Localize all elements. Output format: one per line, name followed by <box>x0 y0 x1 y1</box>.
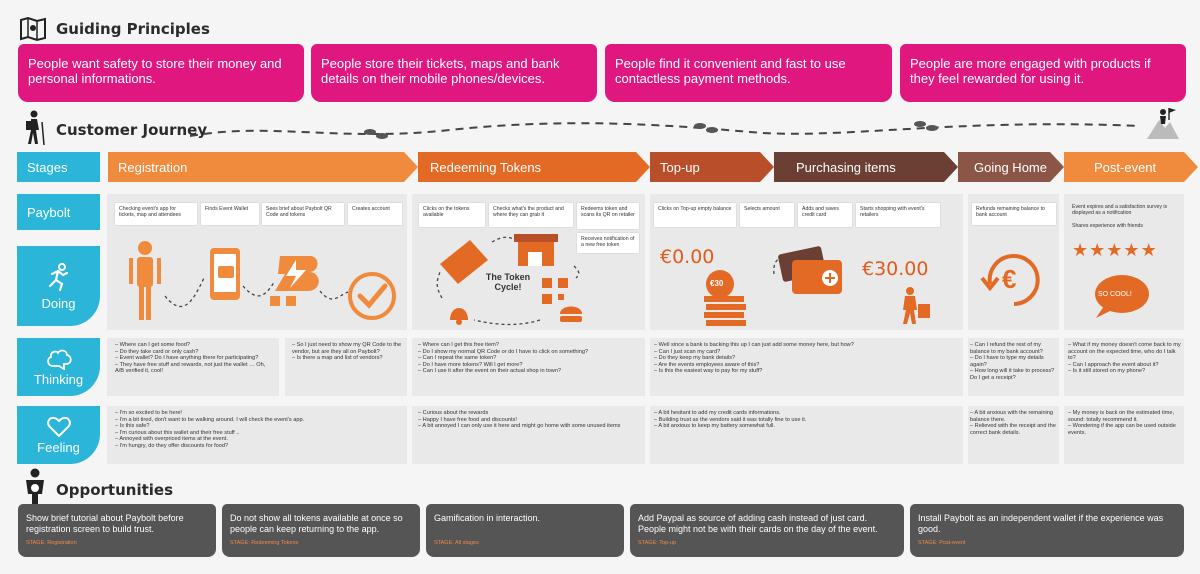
rating-stars <box>1072 240 1158 261</box>
star-icon: ★ <box>1072 240 1090 260</box>
thinking-text: – Where can I get this free item? – Do I show my normal QR Code or do I have to click on something? – Can I repeat the same token? – Do I have more tokens? Will I get more? – Can I use it after the event on their actual shop in town? <box>418 342 589 375</box>
opportunity-text: Show brief tutorial about Paybolt before registration screen to build trust. <box>26 513 184 534</box>
paybolt-card: Shares experience with friends <box>1072 223 1143 229</box>
map-icon <box>19 16 47 42</box>
opportunity-card <box>426 504 624 557</box>
opportunity-text: Add Paypal as source of adding cash instead of just card. People might not be with their cards on the day of the event. <box>638 513 878 534</box>
stage-purchasing-items: Purchasing items <box>774 152 944 182</box>
opportunity-card <box>630 504 904 557</box>
paybolt-card: Checks what's the product and where they can grab it <box>489 203 573 227</box>
thinking-text: – So I just need to show my QR Code to the vendor, but are they all on Paybolt? – Is there a map and list of vendors? <box>292 342 402 362</box>
customer-journey-title: Customer Journey <box>56 121 208 139</box>
row-label-thinking <box>17 338 100 396</box>
phone-wallet-icon <box>210 248 240 300</box>
paybolt-logo-icon <box>270 256 319 306</box>
paybolt-card: Clicks on the tokens available <box>419 203 485 227</box>
balance-full: €30.00 <box>862 258 929 280</box>
paybolt-card: Refunds remaining balance to bank account <box>972 203 1056 225</box>
paybolt-card: Creates account <box>348 203 402 225</box>
heart-icon <box>47 416 71 438</box>
checkmark-icon <box>350 274 394 318</box>
paybolt-card: Redeems token and scans its QR on retailer <box>577 203 639 229</box>
burger-icon <box>560 307 582 323</box>
journey-path <box>190 108 1150 148</box>
opportunity-text: Gamification in interaction. <box>434 513 541 523</box>
opportunity-stage: STAGE: Post-event <box>918 540 966 546</box>
paybolt-card: Selects amount <box>740 203 794 227</box>
person-icon <box>129 241 161 320</box>
row-label-feeling-text: Feeling <box>37 439 80 455</box>
coin-label: €30 <box>710 279 724 288</box>
opportunity-stage: STAGE: All stages <box>434 540 479 546</box>
paybolt-card: Clicks on Top-up empty balance <box>654 203 736 227</box>
stage-registration: Registration <box>108 152 404 182</box>
token-cycle-text: The Token Cycle! <box>485 272 531 292</box>
guiding-principles-title: Guiding Principles <box>56 20 210 38</box>
opportunity-stage: STAGE: Redeeming Tokens <box>230 540 299 546</box>
feeling-text: – A bit hesitant to add my credit cards informations. – Building trust as the vendors said it was totally fine to use it. – A bit anxious to keep my battery somewhat full. <box>654 410 807 430</box>
opportunity-card <box>910 504 1184 557</box>
balance-empty: €0.00 <box>660 246 715 268</box>
feeling-text: – My money is back on the estimated time, sound: totally recommend it. – Wondering if the app can be used outside events. <box>1068 410 1176 436</box>
row-label-doing-text: Doing <box>41 295 76 311</box>
principle-card: People want safety to store their money and personal informations. <box>18 50 304 102</box>
brain-icon <box>46 348 72 370</box>
row-label-stages: Stages <box>17 152 100 182</box>
opportunity-stage: STAGE: Top-up <box>638 540 677 546</box>
opportunity-text: Install Paybolt as an independent wallet if the experience was good. <box>918 513 1164 534</box>
thinking-text: – Can I refund the rest of my balance to my bank account? – Do I have to type my details again? – How long will it take to process? Do I get a receipt? <box>970 342 1055 381</box>
opportunity-text: Do not show all tokens available at once so people can keep returning to the app. <box>230 513 403 534</box>
opportunity-card <box>18 504 216 557</box>
star-icon: ★ <box>1123 240 1141 260</box>
star-icon: ★ <box>1106 240 1124 260</box>
shopper-icon <box>896 286 936 326</box>
coin-stack-illustration <box>700 268 760 328</box>
paybolt-card: Sees brief about Paybolt QR Code and tokens <box>262 203 344 225</box>
hiker-icon <box>23 110 47 146</box>
thinking-text: – Well since a bank is backing this up I can just add some money here, but how? – Can I just scan my card? – Do they keep my bank details? – Are the events employees aware of this? – Is this the easiest way to pay for my stuff? <box>654 342 854 375</box>
row-label-thinking-text: Thinking <box>33 371 84 387</box>
qr-code-icon <box>542 278 568 304</box>
paybolt-card: Adds and saves credit card <box>798 203 852 227</box>
thinking-text: – What if my money doesn't come back to my account on the expected time, who do I talk to? – Can I approach the event about it? – Is it still stored on my phone? <box>1068 342 1181 375</box>
paybolt-card: Event expires and a satisfaction survey is displayed as a notification <box>1072 204 1168 217</box>
paybolt-card: Checking event's app for tickets, map and attendees <box>115 203 197 225</box>
bell-icon <box>450 308 468 325</box>
feeling-text: – Curious about the rewards – Happy I have free food and discounts! – A bit annoyed I can only use it here and might go home with some unused items <box>418 410 621 430</box>
principle-card: People store their tickets, maps and bank details on their mobile phones/devices. <box>311 50 597 102</box>
stage-top-up: Top-up <box>650 152 760 182</box>
so-cool-text: SO COOL! <box>1098 291 1132 298</box>
opportunities-title: Opportunities <box>56 481 174 499</box>
feeling-text: – I'm so excited to be here! – I'm a bit tired, don't want to be walking around. I will check the event's app. – Is this safe? – I'm curious about this wallet and their free stuff .. – Annoyed with overpriced items at the event. – I'm hungry, do they offer discounts for food? <box>115 410 305 449</box>
card-wallet-illustration <box>770 240 850 300</box>
opportunity-person-icon <box>22 468 48 504</box>
row-label-paybolt: Paybolt <box>17 194 100 230</box>
shop-icon <box>514 234 558 266</box>
principle-card: People are more engaged with products if they feel rewarded for using it. <box>900 50 1186 102</box>
running-icon <box>44 262 74 292</box>
row-label-doing <box>17 246 100 326</box>
star-icon: ★ <box>1140 240 1158 260</box>
opportunity-stage: STAGE: Registration <box>26 540 77 546</box>
opportunity-card <box>222 504 420 557</box>
stage-going-home: Going Home <box>958 152 1050 182</box>
paybolt-card: Starts shopping with event's retailers <box>856 203 940 227</box>
row-label-feeling <box>17 406 100 464</box>
stage-post-event: Post-event <box>1064 152 1184 182</box>
star-icon: ★ <box>1089 240 1107 260</box>
principle-card: People find it convenient and fast to use contactless payment methods. <box>605 50 892 102</box>
feeling-text: – A bit anxious with the remaining balance there. – Relieved with the receipt and the correct bank details. <box>970 410 1056 436</box>
mountain-flag-icon <box>1145 106 1181 140</box>
paybolt-card: Receives notification of a new free token <box>577 233 639 253</box>
stage-redeeming-tokens: Redeeming Tokens <box>418 152 636 182</box>
thinking-text: – Where can I get some food? – Do they take card or only cash? – Event wallet? Do I have anything there for participating? – They have free stuff and rewards, not just the wallet … Oh, A/B verified it, cool! <box>115 342 266 375</box>
euro-symbol: € <box>1002 264 1017 294</box>
registration-illustration <box>110 236 406 326</box>
paybolt-card: Finds Event Wallet <box>201 203 259 225</box>
